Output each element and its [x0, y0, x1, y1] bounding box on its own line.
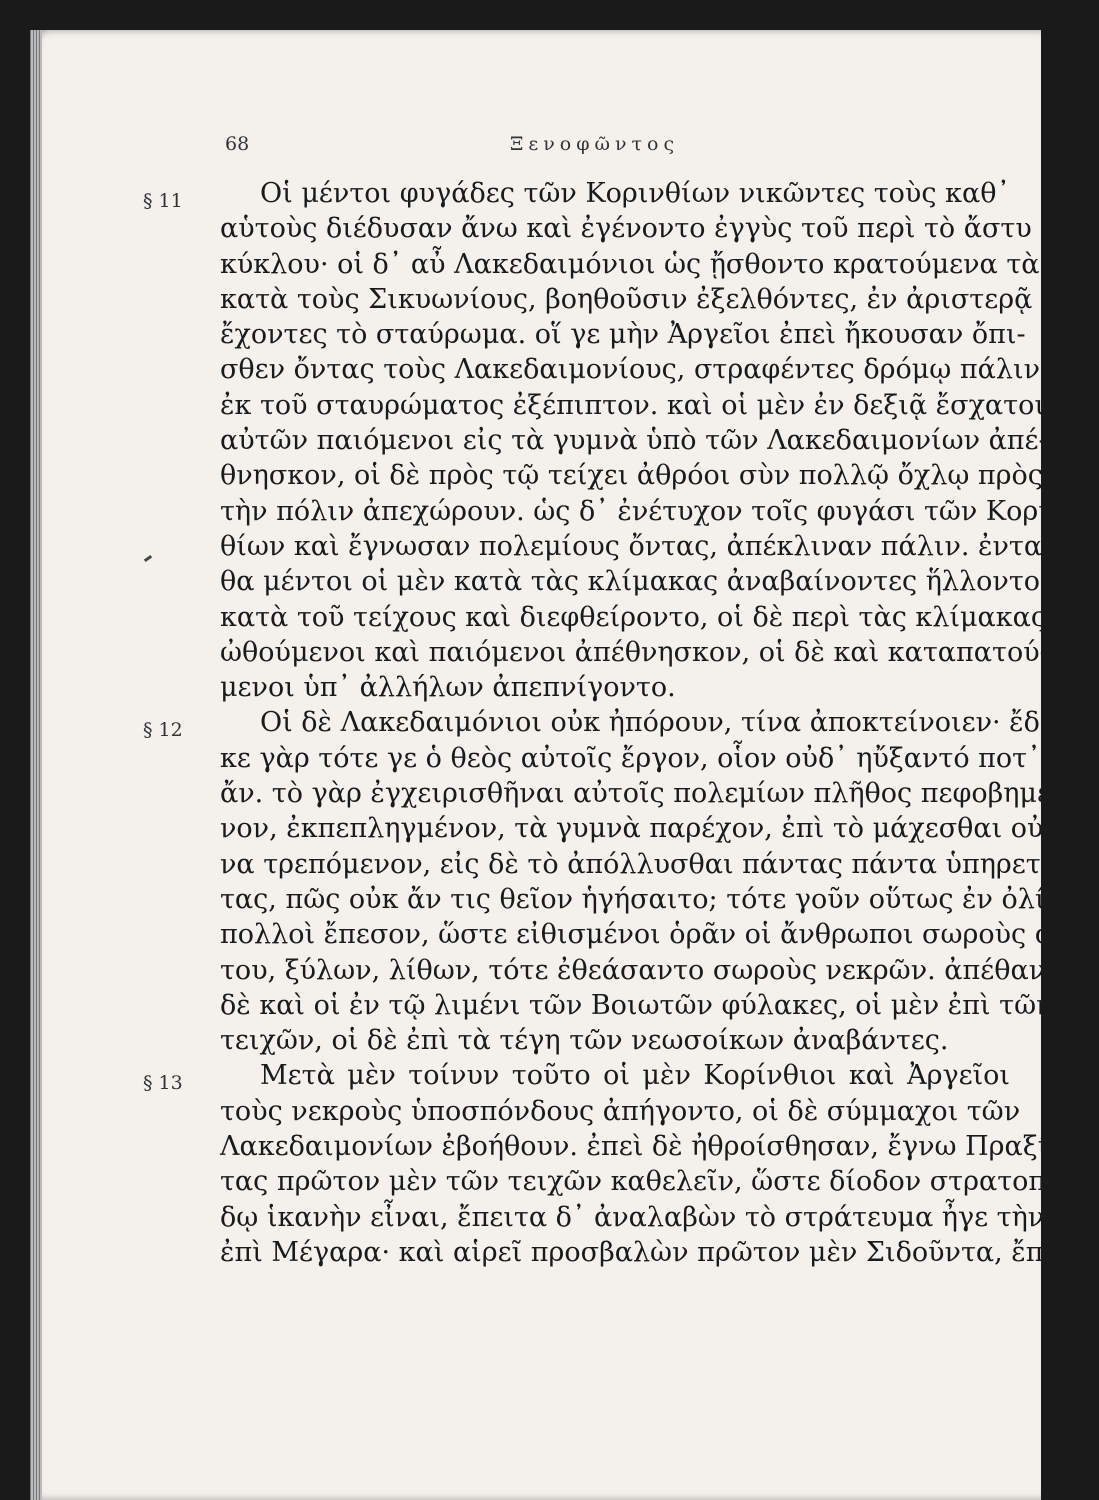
text-line: Οἱ δὲ Λακεδαιμόνιοι οὐκ ἠπόρουν, τίνα ἀποκτείνοιεν· ἔδω- — [260, 707, 1072, 739]
text-line: τας, πῶς οὐκ ἄν τις θεῖον ἡγήσαιτο; τότε γοῦν οὕτως ἐν ὀλίγῳ — [220, 883, 1084, 915]
section-number: § 13 — [143, 1072, 183, 1095]
section-12 — [143, 705, 1099, 1058]
text-line: να τρεπόμενον, εἰς δὲ τὸ ἀπόλλυσθαι πάντας πάντα ὑπηρετοῦν- — [220, 848, 1099, 880]
book-page — [30, 30, 1099, 1500]
text-line: σθεν ὄντας τοὺς Λακεδαιμονίους, στραφέντες δρόμῳ πάλιν — [220, 354, 1040, 386]
page-header — [225, 133, 985, 163]
text-line: ὠθούμενοι καὶ παιόμενοι ἀπέθνησκον, οἱ δὲ καὶ καταπατού- — [220, 636, 1049, 668]
text-line: ἔχοντες τὸ σταύρωμα. οἵ γε μὴν Ἀργεῖοι ἐπεὶ ἤκουσαν ὄπι- — [220, 319, 1026, 351]
text-line: αὑτοὺς διέδυσαν ἄνω καὶ ἐγένοντο ἐγγὺς τοῦ περὶ τὸ ἄστυ — [220, 213, 1032, 245]
section-number: § 11 — [143, 190, 183, 212]
text-line: θα μέντοι οἱ μὲν κατὰ τὰς κλίμακας ἀναβαίνοντες ἥλλοντο — [220, 566, 1041, 598]
text-line: τοὺς νεκροὺς ὑποσπόνδους ἀπήγοντο, οἱ δὲ σύμμαχοι τῶν — [220, 1095, 1021, 1127]
text-line: αὐτῶν παιόμενοι εἰς τὰ γυμνὰ ὑπὸ τῶν Λακεδαιμονίων ἀπέ- — [220, 425, 1048, 457]
text-line: Μετὰ μὲν τοίνυν τοῦτο οἱ μὲν Κορίνθιοι καὶ Ἀργεῖοι — [260, 1060, 1010, 1092]
text-line: Λακεδαιμονίων ἐβοήθουν. ἐπεὶ δὲ ἠθροίσθησαν, ἔγνω Πραξί- — [220, 1131, 1058, 1163]
text-line: τας πρῶτον μὲν τῶν τειχῶν καθελεῖν, ὥστε δίοδον στρατοπέ- — [220, 1166, 1070, 1198]
text-line: πολλοὶ ἔπεσον, ὥστε εἰθισμένοι ὁρᾶν οἱ ἄνθρωποι σωροὺς σί- — [220, 919, 1073, 951]
text-line: κατὰ τοῦ τείχους καὶ διεφθείροντο, οἱ δὲ περὶ τὰς κλίμακας — [220, 601, 1047, 633]
section-11 — [143, 176, 1075, 705]
section-13 — [143, 1058, 1078, 1270]
main-text — [143, 176, 1099, 1270]
page-edge — [30, 30, 42, 1500]
text-line: μενοι ὑπ᾽ ἀλλήλων ἀπεπνίγοντο. — [220, 672, 676, 704]
text-line: κε γὰρ τότε γε ὁ θεὸς αὐτοῖς ἔργον, οἷον οὐδ᾽ ηὔξαντό ποτ᾽ — [220, 742, 1041, 774]
text-line: δὲ καὶ οἱ ἐν τῷ λιμένι τῶν Βοιωτῶν φύλακες, οἱ μὲν ἐπὶ τῶν — [220, 989, 1053, 1021]
running-head: Ξενοφῶντος — [510, 133, 680, 155]
section-number: § 12 — [143, 719, 183, 742]
text-line: δῳ ἱκανὴν εἶναι, ἔπειτα δ᾽ ἀναλαβὼν τὸ στράτευμα ἦγε τὴν — [220, 1201, 1045, 1233]
text-line: τειχῶν, οἱ δὲ ἐπὶ τὰ τέγη τῶν νεωσοίκων ἀναβάντες. — [220, 1025, 949, 1057]
text-line: νον, ἐκπεπληγμένον, τὰ γυμνὰ παρέχον, ἐπὶ τὸ μάχεσθαι οὐδέ- — [220, 813, 1083, 845]
text-line: ἄν. τὸ γὰρ ἐγχειρισθῆναι αὐτοῖς πολεμίων πλῆθος πεφοβημέ — [220, 778, 1051, 810]
text-line: θνησκον, οἱ δὲ πρὸς τῷ τείχει ἀθρόοι σὺν πολλῷ ὄχλῳ πρὸς — [220, 460, 1043, 492]
text-line: τὴν πόλιν ἀπεχώρουν. ὡς δ᾽ ἐνέτυχον τοῖς φυγάσι τῶν Κοριν- — [220, 495, 1075, 527]
text-line: του, ξύλων, λίθων, τότε ἐθεάσαντο σωροὺς νεκρῶν. ἀπέθανον — [220, 954, 1078, 986]
text-line: κατὰ τοὺς Σικυωνίους, βοηθοῦσιν ἐξελθόντες, ἐν ἀριστερᾷ — [220, 283, 1033, 315]
text-line: ἐπὶ Μέγαρα· καὶ αἱρεῖ προσβαλὼν πρῶτον μὲν Σιδοῦντα, ἔπει- — [220, 1236, 1078, 1268]
text-line: θίων καὶ ἔγνωσαν πολεμίους ὄντας, ἀπέκλιναν πάλιν. ἐνταῦ- — [220, 530, 1068, 562]
text-line: κύκλου· οἱ δ᾽ αὖ Λακεδαιμόνιοι ὡς ᾔσθοντο κρατούμενα τὰ — [220, 248, 1040, 280]
margin-mark — [144, 555, 152, 562]
page-number: 68 — [225, 133, 250, 155]
text-line: Οἱ μέντοι φυγάδες τῶν Κορινθίων νικῶντες τοὺς καθ᾽ — [260, 178, 1010, 209]
text-line: ἐκ τοῦ σταυρώματος ἐξέπιπτον. καὶ οἱ μὲν ἐν δεξιᾷ ἔσχατοι — [220, 389, 1045, 421]
